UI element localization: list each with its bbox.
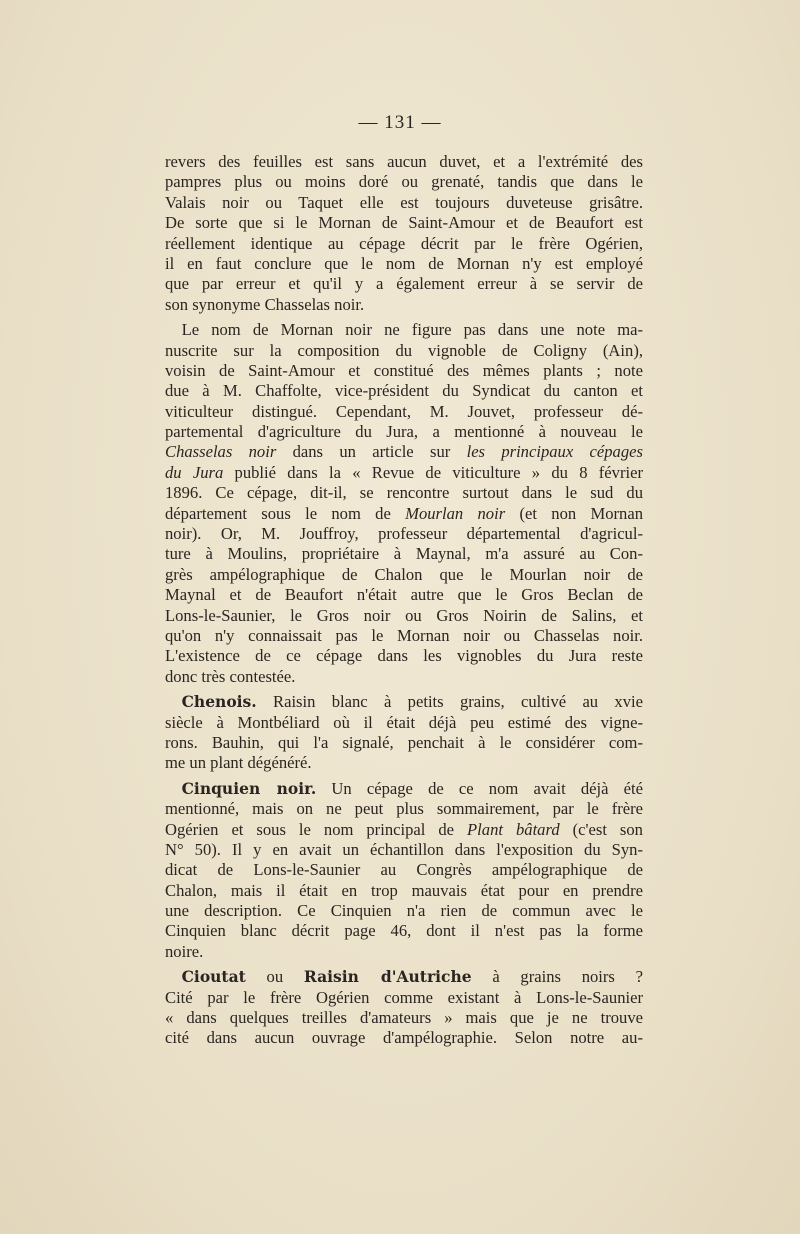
text-line: ture à Moulins, propriétaire à Maynal, m'a assuré au Con- [165, 544, 643, 564]
text-line: dicat de Lons-le-Saunier au Congrès ampélographique de [165, 860, 643, 880]
text-line: viticulteur distingué. Cependant, M. Jouvet, professeur dé- [165, 401, 643, 421]
text-line: partemental d'agriculture du Jura, a mentionné à nouveau le [165, 422, 643, 442]
page-number: — 131 — [358, 112, 442, 133]
text-line: son synonyme Chasselas noir. [165, 294, 365, 314]
text-segment: ou [245, 967, 304, 987]
paragraph-mornan-noir [165, 320, 643, 687]
entry-term: Cinquien noir. [181, 778, 317, 798]
text-line: une description. Ce Cinquien n'a rien de commun avec le [165, 901, 643, 921]
italic-term: Chasselas noir [165, 442, 277, 462]
text-line: mentionné, mais on ne peut plus sommairement, par le frère [165, 799, 643, 819]
text-line [165, 779, 643, 799]
text-line: il en faut conclure que le nom de Mornan n'y est employé [165, 253, 643, 273]
text-segment: (et non Mornan [505, 503, 643, 523]
text-line: cité dans aucun ouvrage d'ampélographie. Selon notre au- [165, 1028, 643, 1048]
text-line: grès ampélographique de Chalon que le Mourlan noir de [165, 564, 643, 584]
text-line: due à M. Chaffolte, vice-président du Syndicat du canton et [165, 381, 643, 401]
text-line [165, 820, 643, 840]
text-line: Cité par le frère Ogérien comme existant à Lons-le-Saunier [165, 987, 643, 1007]
italic-term: Plant bâtard [467, 819, 560, 839]
text-segment: département sous le nom de [165, 503, 406, 523]
text-line [165, 967, 643, 987]
paragraph-mornan-end [165, 152, 643, 315]
text-line: pampres plus ou moins doré ou grenaté, tandis que dans le [165, 172, 643, 192]
text-segment: Un cépage de ce nom avait déjà été [316, 778, 643, 798]
text-line: siècle à Montbéliard où il était déjà peu estimé des vigne- [165, 712, 643, 732]
text-line: Maynal et de Beaufort n'était autre que le Gros Beclan de [165, 585, 643, 605]
text-line: me un plant dégénéré. [165, 753, 312, 773]
text-line: Cinquien blanc décrit page 46, dont il n'est pas la forme [165, 921, 643, 941]
text-line: rons. Bauhin, qui l'a signalé, penchait à le considérer com- [165, 732, 643, 752]
text-segment: dans un article sur [276, 442, 467, 462]
text-segment: à grains noirs ? [471, 967, 643, 987]
text-line: 1896. Ce cépage, dit-il, se rencontre surtout dans le sud du [165, 483, 643, 503]
text-line: Lons-le-Saunier, le Gros noir ou Gros Noirin de Salins, et [165, 605, 643, 625]
text-line: donc très contestée. [165, 666, 296, 686]
text-line [165, 320, 643, 340]
text-line: N° 50). Il y en avait un échantillon dans l'exposition du Syn- [165, 839, 643, 859]
text-line: nuscrite sur la composition du vignoble de Coligny (Ain), [165, 340, 643, 360]
text-line [165, 692, 643, 712]
text-line: noir). Or, M. Jouffroy, professeur départemental d'agricul- [165, 524, 643, 544]
text-line: réellement identique au cépage décrit par le frère Ogérien, [165, 233, 643, 253]
entry-term: Raisin d'Autriche [303, 967, 472, 987]
text-line: noire. [165, 941, 204, 961]
text-line: revers des feuilles est sans aucun duvet, et a l'extrémité des [165, 152, 643, 171]
text-segment: Ogérien et sous le nom principal de [165, 819, 468, 839]
entry-term: Cioutat [181, 967, 246, 987]
text-line: Valais noir ou Taquet elle est toujours duveteuse grisâtre. [165, 192, 643, 212]
text-line: Chalon, mais il était en trop mauvais état pour en prendre [165, 880, 643, 900]
text-line [165, 463, 643, 483]
text-line: L'existence de ce cépage dans les vignobles du Jura reste [165, 646, 643, 666]
text-segment: publié dans la « Revue de viticulture » du 8 février [223, 462, 643, 482]
italic-title: les principaux cépages [466, 442, 643, 462]
text-segment: Le nom de Mornan noir ne figure pas dans une note ma- [181, 320, 643, 340]
body-text [165, 152, 643, 1049]
text-line [165, 504, 643, 524]
text-line: « dans quelques treilles d'amateurs » mais que je ne trouve [165, 1008, 643, 1028]
entry-cinquien-noir [165, 779, 643, 963]
italic-term: Mourlan noir [405, 503, 506, 523]
entry-chenois [165, 692, 643, 774]
text-line [165, 442, 643, 462]
text-segment: (c'est son [559, 819, 643, 839]
entry-cioutat [165, 967, 643, 1049]
text-line: voisin de Saint-Amour et constitué des mêmes plants ; note [165, 360, 643, 380]
entry-term: Chenois. [181, 692, 257, 712]
text-line: que par erreur et qu'il y a également erreur à se servir de [165, 274, 643, 294]
text-line: De sorte que si le Mornan de Saint-Amour et de Beaufort est [165, 213, 643, 233]
italic-title: du Jura [165, 462, 224, 482]
text-line: qu'on n'y connaissait pas le Mornan noir ou Chasselas noir. [165, 625, 643, 645]
text-segment: Raisin blanc à petits grains, cultivé au xvie [256, 692, 643, 712]
